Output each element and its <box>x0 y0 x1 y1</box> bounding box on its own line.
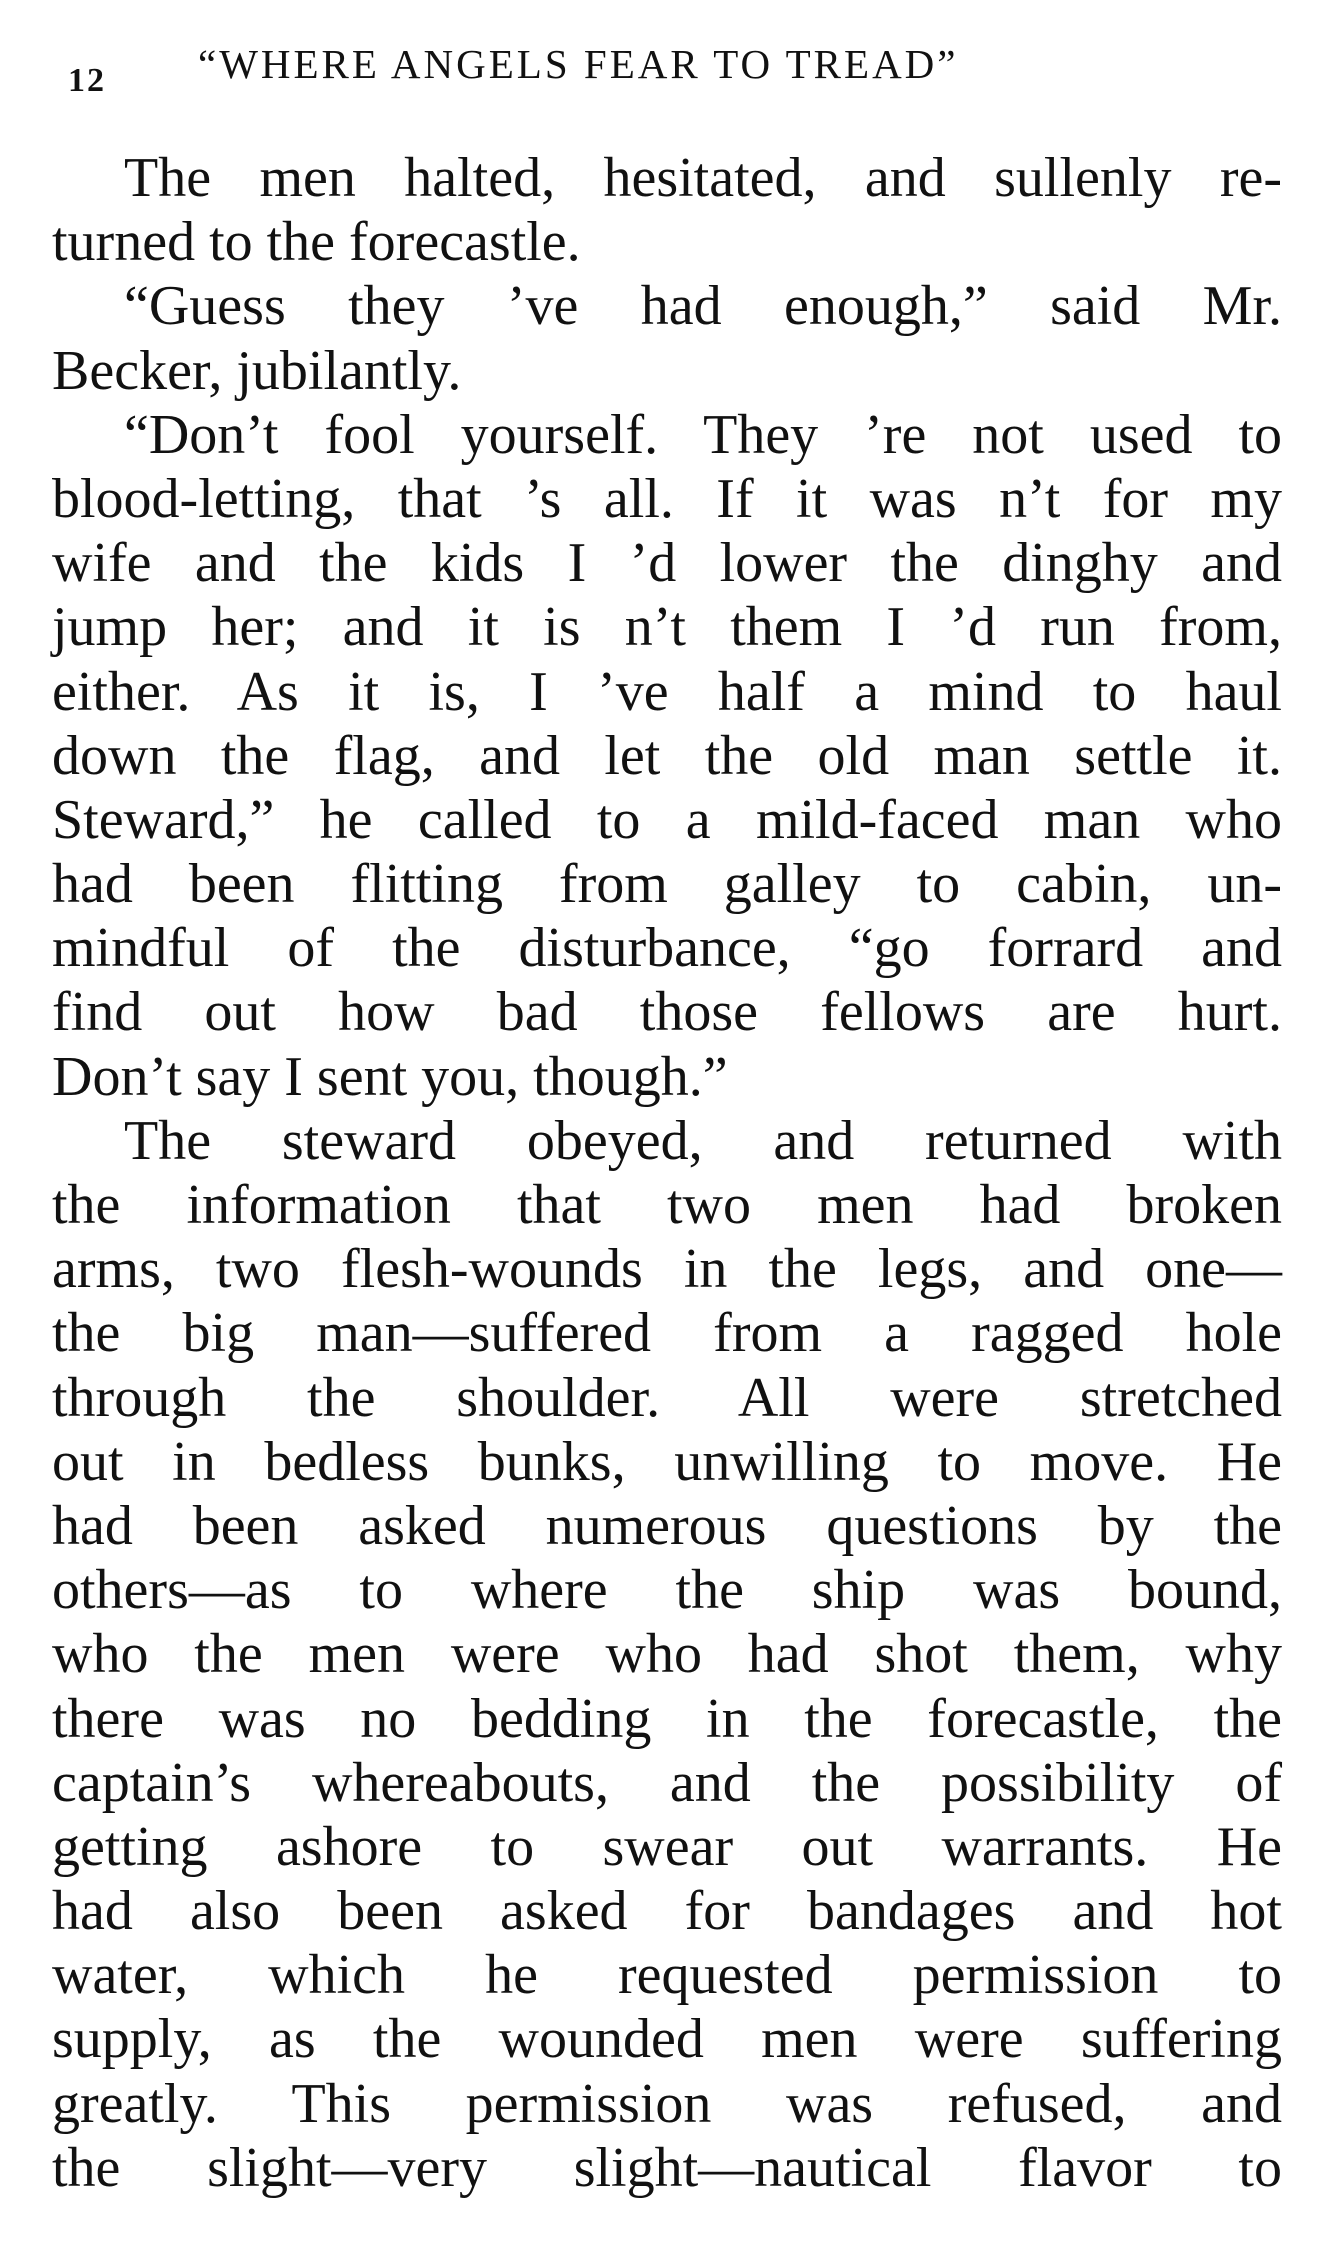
text-line: had also been asked for bandages and hot <box>52 1880 1282 1943</box>
text-line: “Guess they ’ve had enough,” said Mr. <box>124 275 1282 338</box>
text-line: who the men were who had shot them, why <box>52 1623 1282 1686</box>
text-line: Steward,” he called to a mild-faced man who <box>52 788 1282 851</box>
text-line: water, which he requested permission to <box>52 1944 1282 2007</box>
text-line: either. As it is, I ’ve half a mind to haul <box>52 660 1282 723</box>
text-line: out in bedless bunks, unwilling to move. He <box>52 1430 1282 1493</box>
text-line: there was no bedding in the forecastle, the <box>52 1687 1282 1750</box>
text-line: the slight—very slight—nautical flavor to <box>52 2136 1282 2199</box>
text-line: turned to the forecastle. <box>52 211 581 274</box>
text-line: getting ashore to swear out warrants. He <box>52 1815 1282 1878</box>
text-line: The steward obeyed, and returned with <box>124 1109 1282 1172</box>
text-line: down the flag, and let the old man settle it. <box>52 724 1282 787</box>
body-text <box>52 146 1282 2200</box>
page-number: 12 <box>68 62 106 99</box>
text-line: jump her; and it is n’t them I ’d run from, <box>52 596 1282 659</box>
text-line: blood-letting, that ’s all. If it was n’t for my <box>52 467 1282 530</box>
running-title: “WHERE ANGELS FEAR TO TREAD” <box>198 41 959 87</box>
text-line: arms, two flesh-wounds in the legs, and one— <box>52 1238 1282 1301</box>
text-line: had been asked numerous questions by the <box>52 1494 1282 1557</box>
text-line: supply, as the wounded men were suffering <box>52 2008 1282 2071</box>
text-line: had been flitting from galley to cabin, un- <box>52 853 1282 916</box>
text-line: “Don’t fool yourself. They ’re not used to <box>124 403 1282 466</box>
text-line: others—as to where the ship was bound, <box>52 1559 1282 1622</box>
text-line: the big man—suffered from a ragged hole <box>52 1302 1282 1365</box>
text-line: find out how bad those fellows are hurt. <box>52 981 1282 1044</box>
text-line: wife and the kids I ’d lower the dinghy and <box>52 532 1282 595</box>
text-line: captain’s whereabouts, and the possibility of <box>52 1751 1282 1814</box>
text-line: Becker, jubilantly. <box>52 339 462 402</box>
text-line: mindful of the disturbance, “go forrard and <box>52 917 1282 980</box>
text-line: greatly. This permission was refused, and <box>52 2072 1282 2135</box>
text-line: Don’t say I sent you, though.” <box>52 1045 728 1108</box>
page-header <box>68 40 1288 110</box>
text-line: through the shoulder. All were stretched <box>52 1366 1282 1429</box>
text-line: the information that two men had broken <box>52 1174 1282 1236</box>
text-line: The men halted, hesitated, and sullenly re- <box>124 147 1282 209</box>
